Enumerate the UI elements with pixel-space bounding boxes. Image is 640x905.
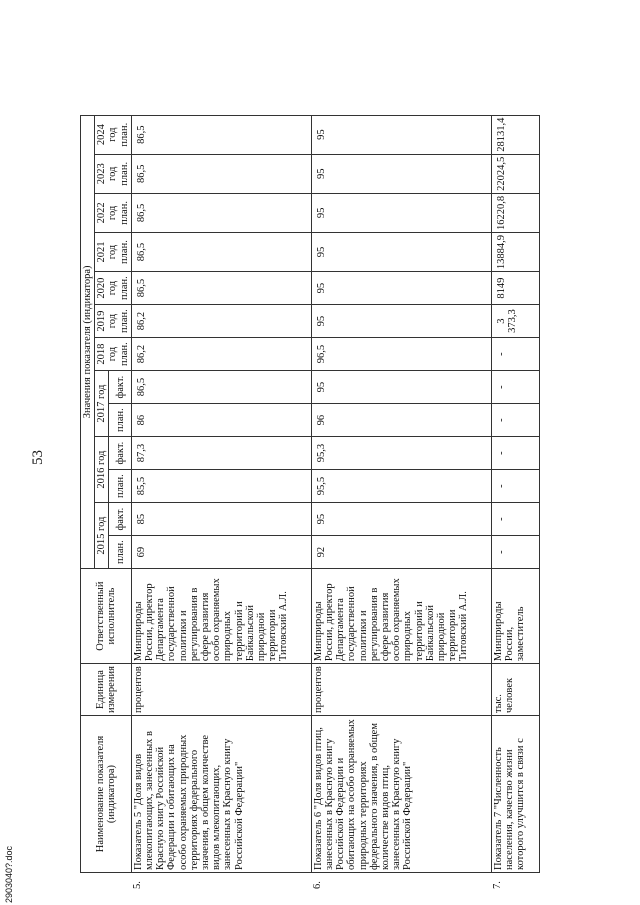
cell-2024: 28131,4 xyxy=(491,115,539,154)
header-year-2023: 2023 год план. xyxy=(95,154,132,193)
cell-2017-plan: 96 xyxy=(311,404,491,437)
header-fact-2017: факт. xyxy=(109,371,131,404)
header-year-2018: 2018 год план. xyxy=(95,338,132,371)
header-values-group: Значения показателя (индикатора) xyxy=(81,115,95,569)
row-resp: Минприроды России, директор Департамента государственной политики и регулирования в сфере развития особо охраняемых природных территорий и Байкальской природной территории Титовский А.Л. xyxy=(311,569,491,664)
row-resp: Минприроды России, заместитель xyxy=(491,569,539,664)
header-year-2017: 2017 год xyxy=(95,371,109,437)
row-name: Показатель 6 "Доля видов птиц, занесенных в Красную книгу Российской Федерации и обитающих на особо охраняемых природных территориях федерального значения, в общем количестве видов птиц, занесенных в Красную книгу Российской Федерации" xyxy=(311,716,491,873)
cell-2024: 95 xyxy=(311,115,491,154)
header-name: Наименование показателя (индикатора) xyxy=(81,716,132,873)
header-resp: Ответственный исполнитель xyxy=(81,569,132,664)
cell-2020: 95 xyxy=(311,272,491,305)
header-year-2019: 2019 год план. xyxy=(95,305,132,338)
cell-2022: 86,5 xyxy=(131,193,311,232)
header-year-2020: 2020 год план. xyxy=(95,272,132,305)
cell-2017-fact: - xyxy=(491,371,539,404)
cell-2023: 22024,5 xyxy=(491,154,539,193)
cell-2022: 16220,8 xyxy=(491,193,539,232)
cell-2016-fact: 87,3 xyxy=(131,437,311,470)
cell-2018: 86,2 xyxy=(131,338,311,371)
cell-2024: 86,5 xyxy=(131,115,311,154)
row-unit: процентов xyxy=(131,664,311,716)
header-plan-2017: план. xyxy=(109,404,131,437)
header-blank xyxy=(81,873,132,892)
row-unit: тыс. человек xyxy=(491,664,539,716)
header-plan-2015: план. xyxy=(109,536,131,569)
cell-2021: 86,5 xyxy=(131,232,311,271)
row-number: 7. xyxy=(492,881,504,889)
cell-2020: 86,5 xyxy=(131,272,311,305)
header-row-1 xyxy=(81,115,95,891)
cell-2019: 95 xyxy=(311,305,491,338)
table-row xyxy=(491,115,539,891)
cell-2017-fact: 95 xyxy=(311,371,491,404)
header-year-2016: 2016 год xyxy=(95,437,109,503)
header-year-2015: 2015 год xyxy=(95,503,109,569)
cell-2015-plan: 92 xyxy=(311,536,491,569)
cell-2015-fact: 85 xyxy=(131,503,311,536)
cell-2023: 86,5 xyxy=(131,154,311,193)
cell-2016-fact: 95,3 xyxy=(311,437,491,470)
cell-2019: 86,2 xyxy=(131,305,311,338)
table-row xyxy=(311,115,491,891)
cell-2015-fact: - xyxy=(491,503,539,536)
header-year-2022: 2022 год план. xyxy=(95,193,132,232)
cell-2020: 8149 xyxy=(491,272,539,305)
row-number: 5. xyxy=(132,881,144,889)
row-name: Показатель 7 "Численность населения, качество жизни которого улучшится в связи с xyxy=(491,716,539,873)
row-resp: Минприроды России, директор Департамента государственной политики и регулирования в сфере развития особо охраняемых природных территорий и Байкальской природной территории Титовский А.Л. xyxy=(131,569,311,664)
footer-filename: 2903040?.doc xyxy=(4,845,14,903)
cell-2016-plan: 85,5 xyxy=(131,470,311,503)
row-name: Показатель 5 "Доля видов млекопитающих, занесенных в Красную книгу Российской Федерации и обитающих на особо охраняемых природных территориях федерального значения, в общем количестве видов млекопитающих, занесенных в Красную книгу Российской Федерации" xyxy=(131,716,311,873)
header-plan-2016: план. xyxy=(109,470,131,503)
cell-2017-plan: 86 xyxy=(131,404,311,437)
header-year-2024: 2024 год план. xyxy=(95,115,132,154)
cell-2018: - xyxy=(491,338,539,371)
cell-2015-plan: - xyxy=(491,536,539,569)
table-row xyxy=(131,115,311,891)
cell-2021: 13884,9 xyxy=(491,232,539,271)
row-number: 6. xyxy=(312,881,324,889)
cell-2015-fact: 95 xyxy=(311,503,491,536)
header-year-2021: 2021 год план. xyxy=(95,232,132,271)
header-unit: Единица измерения xyxy=(81,664,132,716)
cell-2022: 95 xyxy=(311,193,491,232)
cell-2019: 3 373,3 xyxy=(491,305,539,338)
cell-2016-plan: - xyxy=(491,470,539,503)
cell-2023: 95 xyxy=(311,154,491,193)
indicator-table xyxy=(80,115,540,891)
header-fact-2015: факт. xyxy=(109,503,131,536)
row-unit: процентов xyxy=(311,664,491,716)
page-number: 53 xyxy=(30,450,46,465)
cell-2021: 95 xyxy=(311,232,491,271)
cell-2018: 96,5 xyxy=(311,338,491,371)
cell-2016-plan: 95,5 xyxy=(311,470,491,503)
cell-2017-plan: - xyxy=(491,404,539,437)
header-fact-2016: факт. xyxy=(109,437,131,470)
cell-2016-fact: - xyxy=(491,437,539,470)
cell-2015-plan: 69 xyxy=(131,536,311,569)
cell-2017-fact: 86,5 xyxy=(131,371,311,404)
